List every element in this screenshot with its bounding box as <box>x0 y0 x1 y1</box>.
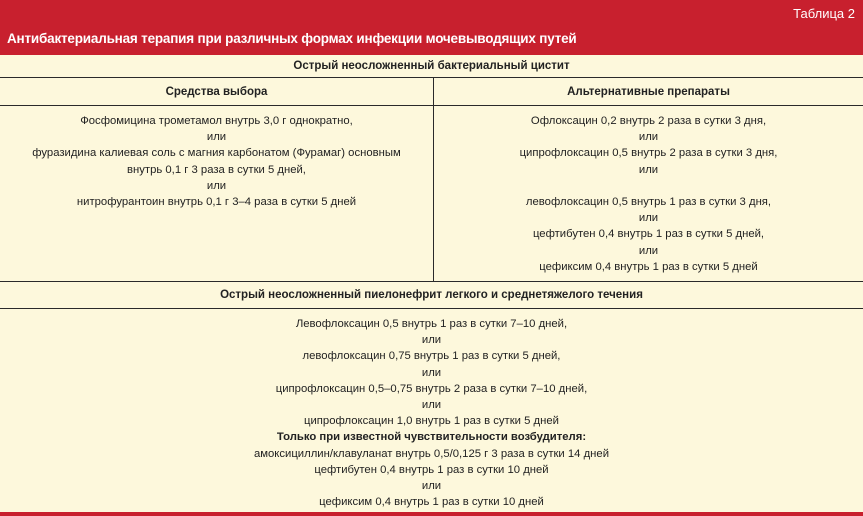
list-item: левофлоксацин 0,5 внутрь 1 раз в сутки 3 дня, <box>525 195 772 208</box>
list-item: цефиксим 0,4 внутрь 1 раз в сутки 5 дней <box>539 260 758 273</box>
list-item: или <box>421 479 442 492</box>
divider <box>0 105 863 106</box>
list-item: или <box>421 398 442 411</box>
list-item: цефтибутен 0,4 внутрь 1 раз в сутки 5 дней, <box>532 228 765 241</box>
list-item: левофлоксацин 0,75 внутрь 1 раз в сутки 5 дней, <box>302 350 561 363</box>
list-item: Фосфомицина трометамол внутрь 3,0 г однократно, <box>80 115 353 127</box>
section2-title: Острый неосложненный пиелонефрит легкого и среднетяжелого течения <box>220 289 643 301</box>
section1-title: Острый неосложненный бактериальный цистит <box>293 60 570 72</box>
list-item: ципрофлоксацин 0,5 внутрь 2 раза в сутки 3 дня, <box>519 147 778 160</box>
divider <box>0 77 863 78</box>
list-item: или <box>638 163 659 176</box>
sensitivity-note: Только при известной чувствительности возбудителя: <box>276 431 587 444</box>
list-item: Офлоксацин 0,2 внутрь 2 раза в сутки 3 дня, <box>530 115 767 127</box>
list-item: Левофлоксацин 0,5 внутрь 1 раз в сутки 7–10 дней, <box>295 318 568 330</box>
list-item: фуразидина калиевая соль с магния карбонатом (Фурамаг) основным <box>32 147 401 160</box>
list-item: цефтибутен 0,4 внутрь 1 раз в сутки 10 дней <box>314 463 549 476</box>
table-number: Таблица 2 <box>793 6 855 21</box>
table-header <box>0 0 863 55</box>
col-alternative-header: Альтернативные препараты <box>567 86 730 98</box>
list-item: внутрь 0,1 г 3 раза в сутки 5 дней, <box>127 163 306 176</box>
list-item: ципрофлоксацин 0,5–0,75 внутрь 2 раза в сутки 7–10 дней, <box>275 382 588 395</box>
table-title: Антибактериальная терапия при различных формах инфекции мочевыводящих путей <box>7 31 577 46</box>
list-item: или <box>421 366 442 379</box>
list-item: или <box>638 131 659 144</box>
list-item: ципрофлоксацин 1,0 внутрь 1 раз в сутки 5 дней <box>304 415 559 428</box>
col-choice-header: Средства выбора <box>165 86 268 98</box>
list-item: или <box>638 212 659 225</box>
choice-drugs-list <box>0 113 433 210</box>
list-item <box>434 178 863 194</box>
bottom-bar <box>0 512 863 516</box>
pyelonephritis-drugs-list <box>0 316 863 510</box>
divider <box>0 281 863 282</box>
alternative-drugs-list <box>434 113 863 275</box>
list-item: амоксициллин/клавуланат внутрь 0,5/0,125 г 3 раза в сутки 14 дней <box>253 447 610 460</box>
list-item: или <box>206 131 227 144</box>
list-item: или <box>421 334 442 347</box>
list-item: цефиксим 0,4 внутрь 1 раз в сутки 10 дней <box>319 496 544 509</box>
list-item: или <box>206 179 227 192</box>
list-item: или <box>638 244 659 257</box>
list-item: нитрофурантоин внутрь 0,1 г 3–4 раза в сутки 5 дней <box>76 195 357 208</box>
divider <box>0 308 863 309</box>
